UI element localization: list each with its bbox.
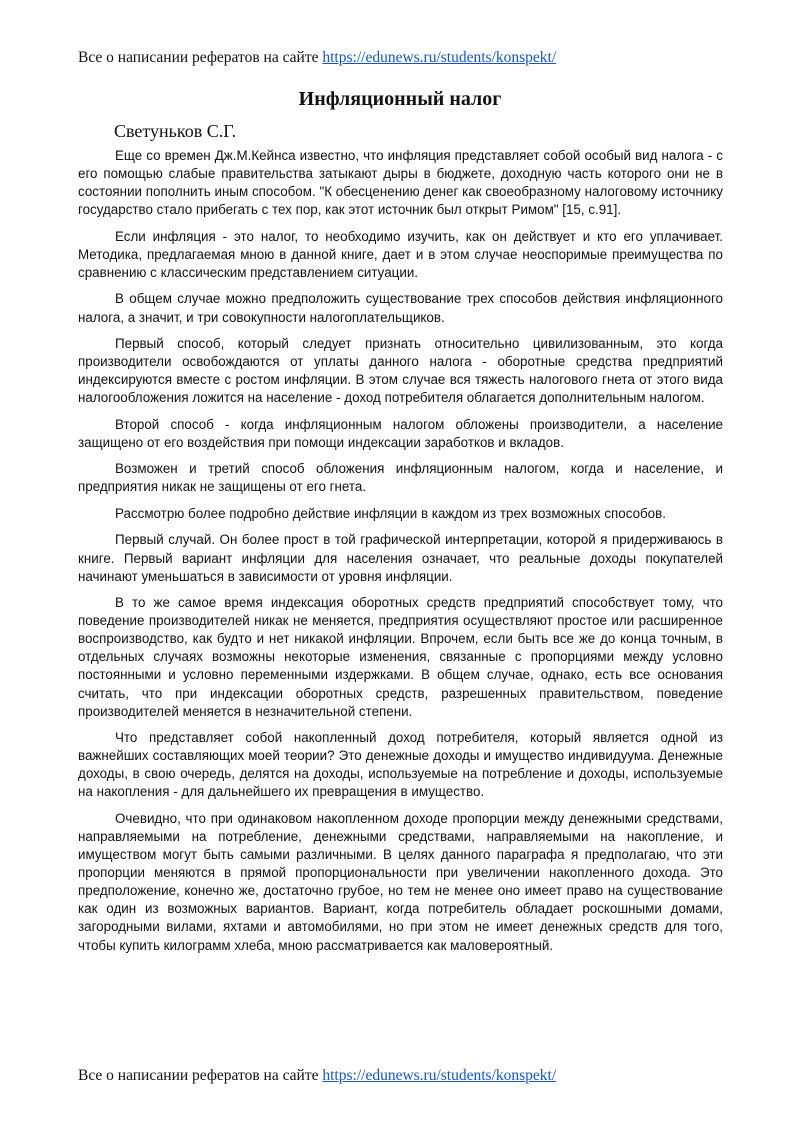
header-banner-text: Все о написании рефератов на сайте bbox=[78, 49, 323, 66]
document-title: Инфляционный налог bbox=[298, 88, 502, 110]
paragraph: Первый способ, который следует признать относительно цивилизованным, это когда производители освобождаются от уплаты данного налога - оборотные средства предприятий индексируются вместе с ростом инфляции. В этом случае вся тяжесть налогового гнета от этого вида налогообложения ложится на население - доход потребителя облагается дополнительным налогом. bbox=[78, 336, 723, 406]
paragraph: Если инфляция - это налог, то необходимо изучить, как он действует и кто его уплачивает. Методика, предлагаемая мною в данной книге, дает и в этом случае неоспоримые преимущества по сравнению с классическим представлением ситуации. bbox=[78, 228, 723, 280]
paragraph: Второй способ - когда инфляционным налогом обложены производители, а население защищено от его воздействия при помощи индексации заработков и вкладов. bbox=[78, 416, 723, 450]
paragraph: Возможен и третий способ обложения инфляционным налогом, когда и население, и предприятия никак не защищены от его гнета. bbox=[78, 461, 723, 495]
footer-banner bbox=[78, 1066, 556, 1086]
paragraph: Рассмотрю более подробно действие инфляции в каждом из трех возможных способов. bbox=[115, 505, 666, 521]
header-link[interactable]: https://edunews.ru/students/konspekt/ bbox=[322, 49, 557, 66]
footer-link[interactable]: https://edunews.ru/students/konspekt/ bbox=[322, 1067, 557, 1084]
paragraph: Первый случай. Он более прост в той графической интерпретации, которой я придерживаюсь в книге. Первый вариант инфляции для населения означает, что реальные доходы покупателей начинают уменьшаться в зависимости от уровня инфляции. bbox=[78, 532, 723, 584]
document-body bbox=[78, 147, 723, 963]
paragraph: Очевидно, что при одинаковом накопленном доходе пропорции между денежными средствами, направляемыми на потребление, денежными средствами, направляемыми на накопление, и имуществом могут быть самыми различными. В целях данного параграфа я предполагаю, что эти пропорции меняются в прямой пропорциональности при увеличении накопленного дохода. Это предположение, конечно же, достаточно грубое, но тем не менее оно имеет право на существование как один из возможных вариантов. Вариант, когда потребитель обладает роскошными домами, загородными вилами, яхтами и автомобилями, но при этом не имеет денежных средств для того, чтобы купить килограмм хлеба, мною рассматривается как маловероятный. bbox=[78, 810, 723, 953]
footer-banner-text: Все о написании рефератов на сайте bbox=[78, 1067, 323, 1084]
paragraph: Что представляет собой накопленный доход потребителя, который является одной из важнейших составляющих моей теории? Это денежные доходы и имущество индивидуума. Денежные доходы, в свою очередь, делятся на доходы, используемые на потребление и доходы, используемые на накопления - для дальнейшего их превращения в имущество. bbox=[78, 730, 723, 800]
document-author: Светуньков С.Г. bbox=[114, 121, 237, 141]
paragraph: В общем случае можно предположить существование трех способов действия инфляционного налога, а значит, и три совокупности налогоплательщиков. bbox=[78, 291, 723, 325]
header-banner bbox=[78, 48, 556, 68]
paragraph: В то же самое время индексация оборотных средств предприятий способствует тому, что поведение производителей никак не меняется, предприятия осуществляют простое или расширенное воспроизводство, как будто и нет никакой инфляции. Впрочем, если быть все же до конца точным, в отдельных случаях возможны некоторые изменения, связанные с пропорциями между условно постоянными и условно переменными издержками. В общем случае, однако, есть все основания считать, что при индексации оборотных средств, разрешенных правительством, поведение производителей меняется в незначительной степени. bbox=[78, 595, 723, 719]
paragraph: Еще со времен Дж.М.Кейнса известно, что инфляция представляет собой особый вид налога - с его помощью слабые правительства затыкают дыры в бюджете, доходную часть которого они не в состоянии пополнить иным способом. "К обесценению денег как своеобразному налоговому источнику государство стало прибегать с тех пор, как этот источник был открыт Римом" [15, с.91]. bbox=[78, 148, 723, 218]
